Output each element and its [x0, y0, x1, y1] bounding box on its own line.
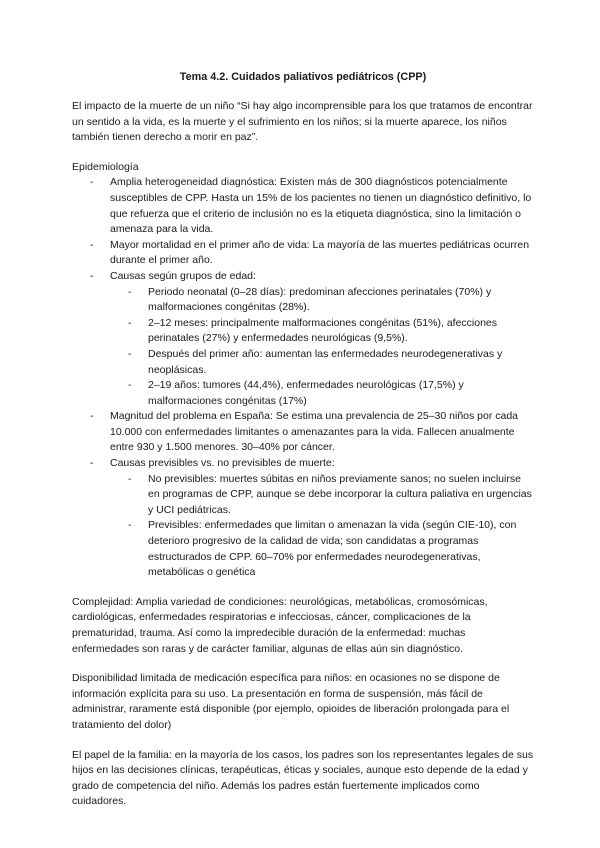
list-item [72, 238, 534, 269]
epidemiology-list [72, 175, 534, 580]
sub-list-item-text: Periodo neonatal (0–28 días): predominan afecciones perinatales (70%) y malformaciones congénitas (28%). [148, 285, 492, 314]
bullet-dash: - [90, 269, 94, 282]
bullet-dash: - [128, 347, 132, 360]
list-item-text: Causas previsibles vs. no previsibles de muerte: [110, 457, 335, 470]
list-item-text: Mayor mortalidad en el primer año de vida: La mayoría de las muertes pediátricas ocurren durante el primer año. [110, 238, 530, 267]
document-page [72, 70, 534, 810]
sub-list-item [110, 347, 534, 378]
list-item-text: Magnitud del problema en España: Se estima una prevalencia de 25–30 niños por cada 10.000 con enfermedades limitantes o amenazantes para la vida. Fallecen anualmente entre 930 y 1.500 menores. 30–40% por cáncer. [110, 410, 519, 454]
list-item-text: Amplia heterogeneidad diagnóstica: Existen más de 300 diagnósticos potencialmente susceptibles de CPP. Hasta un 15% de los pacientes no tienen un diagnóstico definitivo, lo que refuerza que el criterio de inclusión no es la etiqueta diagnóstica, sino la limitación o amenaza para la vida. [110, 176, 532, 236]
bullet-dash: - [90, 238, 94, 251]
death-causes-list [110, 472, 534, 581]
bullet-dash: - [90, 410, 94, 423]
sub-list-item-text: 2–19 años: tumores (44,4%), enfermedades neurológicas (17,5%) y malformaciones congénitas (17%) [148, 379, 464, 407]
intro-paragraph: El impacto de la muerte de un niño “Si hay algo incomprensible para los que tratamos de encontrar un sentido a la vida, es la muerte y el sufrimiento en los niños; si la muerte aparece, los niños también tienen derecho a morir en paz”. [72, 100, 533, 144]
sub-list-item-text: Después del primer año: aumentan las enfermedades neurodegenerativas y neoplásicas. [148, 347, 503, 376]
sub-list-item [110, 518, 534, 580]
list-item [72, 175, 534, 237]
list-item-text: Causas según grupos de edad: [110, 269, 256, 282]
sub-list-item-text: 2–12 meses: principalmente malformaciones congénitas (51%), afecciones perinatales (27%) y enfermedades neurológicas (9,5%). [148, 316, 498, 345]
sub-list-item-text: No previsibles: muertes súbitas en niños previamente sanos; no suelen incluirse en programas de CPP, aunque se debe incorporar la cultura paliativa en urgencias y UCI pediátricas. [148, 472, 532, 516]
bullet-dash: - [128, 316, 132, 329]
bullet-dash: - [90, 176, 94, 189]
medication-paragraph: Disponibilidad limitada de medicación específica para niños: en ocasiones no se dispone de información explícita para su uso. La presentación en forma de suspensión, más fácil de administrar, raramente está disponible (por ejemplo, opioides de liberación prolongada para el tratamiento del dolor) [72, 672, 510, 731]
sub-list-item [110, 285, 534, 316]
list-item [72, 456, 534, 581]
document-title: Tema 4.2. Cuidados paliativos pediátricos (CPP) [179, 71, 427, 83]
bullet-dash: - [128, 285, 132, 298]
age-causes-list [110, 285, 534, 410]
bullet-dash: - [128, 379, 132, 392]
bullet-dash: - [128, 472, 132, 485]
sub-list-item [110, 472, 534, 519]
list-item [72, 409, 534, 456]
list-item [72, 269, 534, 409]
sub-list-item [110, 316, 534, 347]
epidemiology-heading: Epidemiología [72, 160, 139, 173]
bullet-dash: - [90, 457, 94, 470]
complexity-paragraph: Complejidad: Amplia variedad de condiciones: neurológicas, metabólicas, cromosómicas, cardiológicas, enfermedades respiratorias e infecciosas, cáncer, complicaciones de la prematuridad, trauma. Así como la impredecible duración de la enfermedad: muchas enfermedades son raras y de carácter familiar, algunas de ellas aún sin diagnóstico. [72, 595, 488, 655]
bullet-dash: - [128, 519, 132, 532]
sub-list-item [110, 378, 534, 409]
family-paragraph: El papel de la familia: en la mayoría de los casos, los padres son los representantes legales de sus hijos en las decisiones clínicas, terapéuticas, éticas y sociales, aunque esto depende de la edad y grado de competencia del niño. Además los padres están fuertemente implicados como cuidadores. [72, 748, 534, 808]
sub-list-item-text: Previsibles: enfermedades que limitan o amenazan la vida (según CIE-10), con deterioro progresivo de la calidad de vida; son candidatas a programas estructurados de CPP. 60–70% por enfermedades neurodegenerativas, metabólicas o genética [148, 519, 517, 579]
